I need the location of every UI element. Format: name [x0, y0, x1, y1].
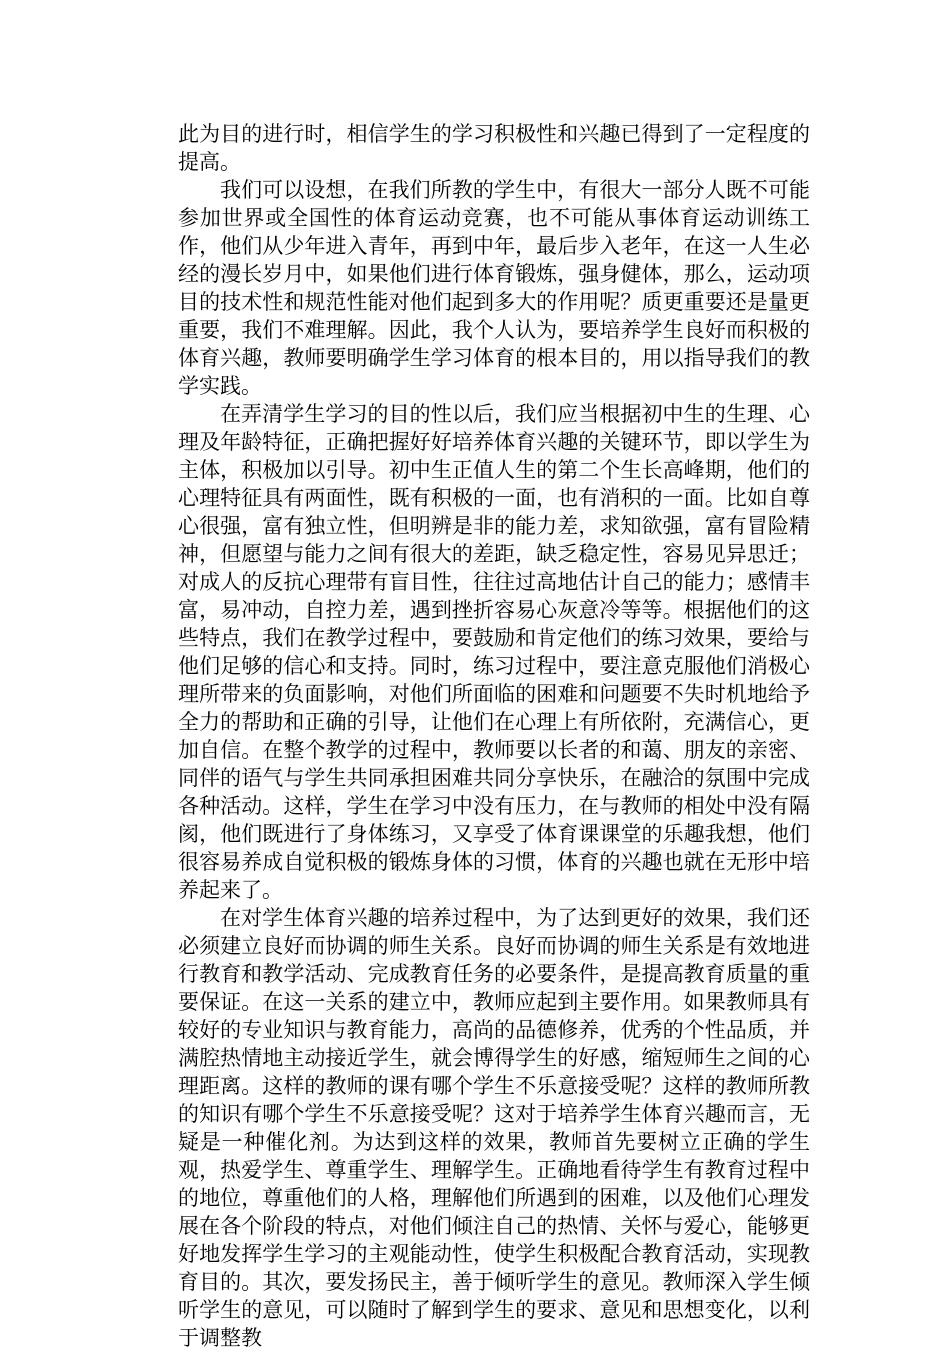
- paragraph-sports-goal: 我们可以设想，在我们所教的学生中，有很大一部分人既不可能参加世界或全国性的体育运动竞赛，也不可能从事体育运动训练工作，他们从少年进入青年，再到中年，最后步入老年，在这一人生必经的漫长岁月中，如果他们进行体育锻炼，强身健体，那么，运动项目的技术性和规范性能对他们起到多大的作用呢？质更重要还是量更重要，我们不难理解。因此，我个人认为，要培养学生良好而积极的体育兴趣，教师要明确学生学习体育的根本目的，用以指导我们的教学实践。: [178, 178, 810, 398]
- document-body: [178, 120, 810, 1352]
- paragraph-student-psychology: 在弄清学生学习的目的性以后，我们应当根据初中生的生理、心理及年龄特征，正确把握好好培养体育兴趣的关键环节，即以学生为主体，积极加以引导。初中生正值人生的第二个生长高峰期，他们的心理特征具有两面性，既有积极的一面，也有消积的一面。比如自尊心很强，富有独立性，但明辨是非的能力差，求知欲强，富有冒险精神，但愿望与能力之间有很大的差距，缺乏稳定性，容易见异思迁；对成人的反抗心理带有盲目性，往往过高地估计自己的能力；感情丰富，易冲动，自控力差，遇到挫折容易心灰意冷等等。根据他们的这些特点，我们在教学过程中，要鼓励和肯定他们的练习效果，要给与他们足够的信心和支持。同时，练习过程中，要注意克服他们消极心理所带来的负面影响，对他们所面临的困难和问题要不失时机地给予全力的帮助和正确的引导，让他们在心理上有所依附，充满信心，更加自信。在整个教学的过程中，教师要以长者的和蔼、朋友的亲密、同伴的语气与学生共同承担困难共同分享快乐，在融洽的氛围中完成各种活动。这样，学生在学习中没有压力，在与教师的相处中没有隔阂，他们既进行了身体练习，又享受了体育课课堂的乐趣我想，他们很容易养成自觉积极的锻炼身体的习惯，体育的兴趣也就在无形中培养起来了。: [178, 402, 810, 902]
- paragraph-teacher-student-relation: 在对学生体育兴趣的培养过程中，为了达到更好的效果，我们还必须建立良好而协调的师生关系。良好而协调的师生关系是有效地进行教育和教学活动、完成教育任务的必要条件，是提高教育质量的重要保证。在这一关系的建立中，教师应起到主要作用。如果教师具有较好的专业知识与教育能力，高尚的品德修养，优秀的个性品质，并满腔热情地主动接近学生，就会博得学生的好感，缩短师生之间的心理距离。这样的教师的课有哪个学生不乐意接受呢？这样的教师所教的知识有哪个学生不乐意接受呢？这对于培养学生体育兴趣而言，无疑是一种催化剂。为达到这样的效果，教师首先要树立正确的学生观，热爱学生、尊重学生、理解学生。正确地看待学生有教育过程中的地位，尊重他们的人格，理解他们所遇到的困难，以及他们心理发展在各个阶段的特点，对他们倾注自己的热情、关怀与爱心，能够更好地发挥学生学习的主观能动性，使学生积极配合教育活动，实现教育目的。其次，要发扬民主，善于倾听学生的意见。教师深入学生倾听学生的意见，可以随时了解到学生的要求、意见和思想变化，以利于调整教: [178, 906, 810, 1350]
- paragraph-continuation: 此为目的进行时，相信学生的学习积极性和兴趣已得到了一定程度的提高。: [178, 122, 810, 174]
